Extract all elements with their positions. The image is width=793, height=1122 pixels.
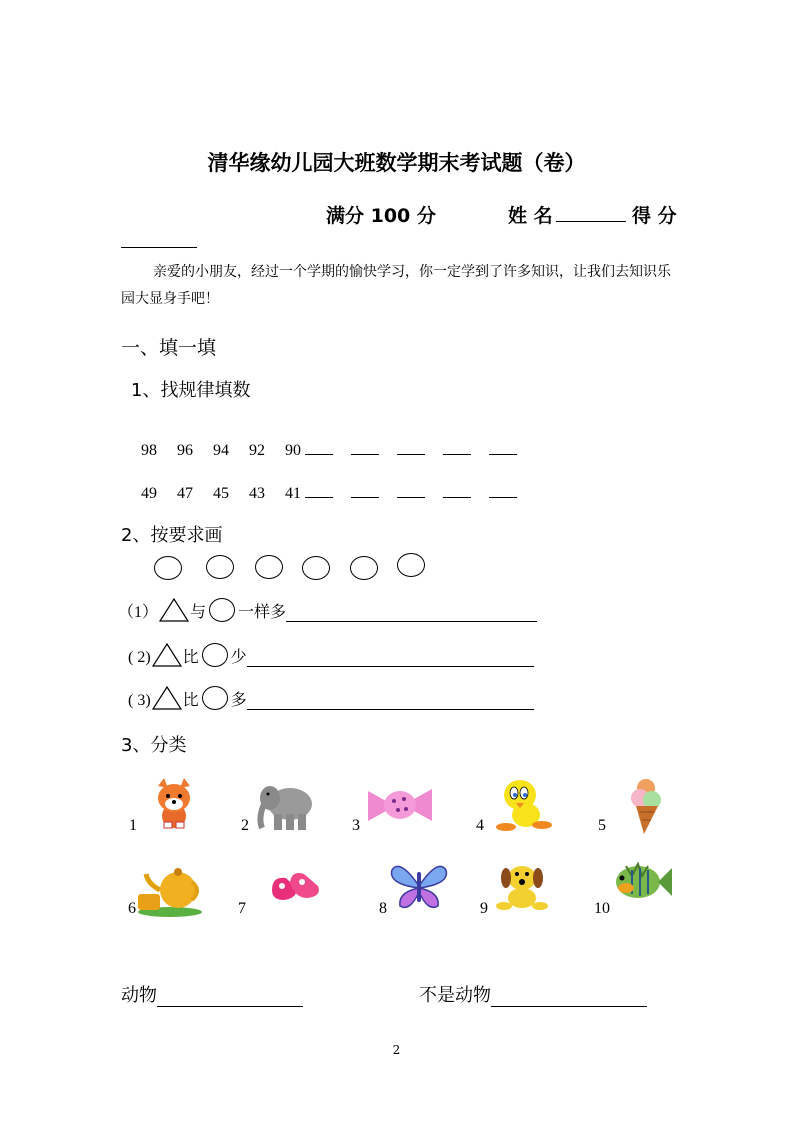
circle-shape (302, 556, 330, 580)
seq-number: 92 (249, 442, 265, 459)
picture-number: 3 (352, 817, 360, 834)
butterfly-icon (388, 862, 450, 912)
compare-suffix: 一样多 (238, 602, 287, 621)
bird-icon (490, 775, 556, 835)
circle-icon (202, 686, 228, 710)
fox-icon (146, 776, 202, 832)
answer-blank[interactable] (397, 483, 425, 498)
answer-line[interactable] (247, 652, 534, 667)
sequence-row-1 (141, 440, 517, 460)
compare-prefix: ( 3) (128, 692, 151, 709)
animals-row (121, 981, 303, 1007)
compare-row-2 (128, 643, 534, 667)
page-number: 2 (392, 1043, 401, 1057)
compare-mid: 比 (182, 647, 199, 666)
compare-suffix: 少 (230, 647, 247, 666)
seq-number: 90 (285, 442, 301, 459)
question-2-title: 2、按要求画 (121, 525, 223, 546)
compare-row-1 (118, 598, 537, 622)
compare-row-3 (128, 686, 534, 710)
score-label: 得 分 (632, 205, 677, 227)
seq-number: 94 (213, 442, 229, 459)
answer-blank[interactable] (443, 440, 471, 455)
circle-shape (255, 555, 283, 579)
answer-blank[interactable] (443, 483, 471, 498)
picture-number: 10 (594, 900, 610, 917)
animals-label: 动物 (121, 985, 157, 1006)
dog-icon (492, 860, 554, 912)
intro-text: 亲爱的小朋友，经过一个学期的愉快学习，你一定学到了许多知识，让我们去知识乐园大显身手吧！ (121, 264, 671, 307)
compare-suffix: 多 (230, 690, 247, 709)
seq-number: 43 (249, 485, 265, 502)
answer-line[interactable] (286, 607, 537, 622)
triangle-icon (159, 598, 189, 622)
picture-number: 9 (480, 900, 488, 917)
picture-number: 2 (241, 817, 249, 834)
section-1-title: 一、填一填 (121, 337, 217, 359)
animals-answer-line[interactable] (157, 992, 303, 1007)
answer-blank[interactable] (397, 440, 425, 455)
page-title: 清华缘幼儿园大班数学期末考试题（卷） (207, 151, 586, 175)
non-animals-row (419, 981, 647, 1007)
compare-mid: 比 (182, 690, 199, 709)
non-animals-answer-line[interactable] (491, 992, 647, 1007)
circle-icon (202, 643, 228, 667)
seq-number: 96 (177, 442, 193, 459)
answer-blank[interactable] (351, 483, 379, 498)
name-blank[interactable] (556, 221, 626, 222)
triangle-icon (152, 643, 182, 667)
non-animals-label: 不是动物 (419, 985, 491, 1006)
score-blank[interactable] (121, 247, 197, 248)
picture-number: 7 (238, 900, 246, 917)
compare-prefix: ( 2) (128, 649, 151, 666)
seq-number: 49 (141, 485, 157, 502)
picture-number: 8 (379, 900, 387, 917)
teapot-icon (134, 860, 204, 918)
picture-number: 6 (128, 900, 136, 917)
answer-blank[interactable] (351, 440, 379, 455)
answer-line[interactable] (247, 695, 534, 710)
seq-number: 47 (177, 485, 193, 502)
name-label: 姓 名 (508, 205, 553, 227)
fish-icon (612, 856, 672, 908)
compare-mid: 与 (190, 602, 207, 621)
ice-cream-icon (624, 776, 670, 836)
circle-icon (209, 598, 235, 622)
circle-shape (350, 556, 378, 580)
picture-number: 1 (129, 817, 137, 834)
elephant-icon (256, 778, 318, 834)
seq-number: 45 (213, 485, 229, 502)
triangle-icon (152, 686, 182, 710)
answer-blank[interactable] (489, 440, 517, 455)
compare-prefix: （1） (118, 604, 159, 621)
circle-shape (154, 556, 182, 580)
picture-number: 5 (598, 817, 606, 834)
sequence-row-2 (141, 483, 517, 503)
circle-shape (397, 553, 425, 577)
candy-icon (366, 783, 434, 827)
question-3-title: 3、分类 (121, 735, 187, 756)
circle-shape (206, 555, 234, 579)
answer-blank[interactable] (489, 483, 517, 498)
full-score-label: 满分 100 分 (326, 205, 436, 227)
answer-blank[interactable] (305, 483, 333, 498)
answer-blank[interactable] (305, 440, 333, 455)
seq-number: 98 (141, 442, 157, 459)
picture-number: 4 (476, 817, 484, 834)
question-1-title: 1、找规律填数 (131, 380, 251, 401)
seq-number: 41 (285, 485, 301, 502)
shoes-icon (268, 868, 324, 908)
